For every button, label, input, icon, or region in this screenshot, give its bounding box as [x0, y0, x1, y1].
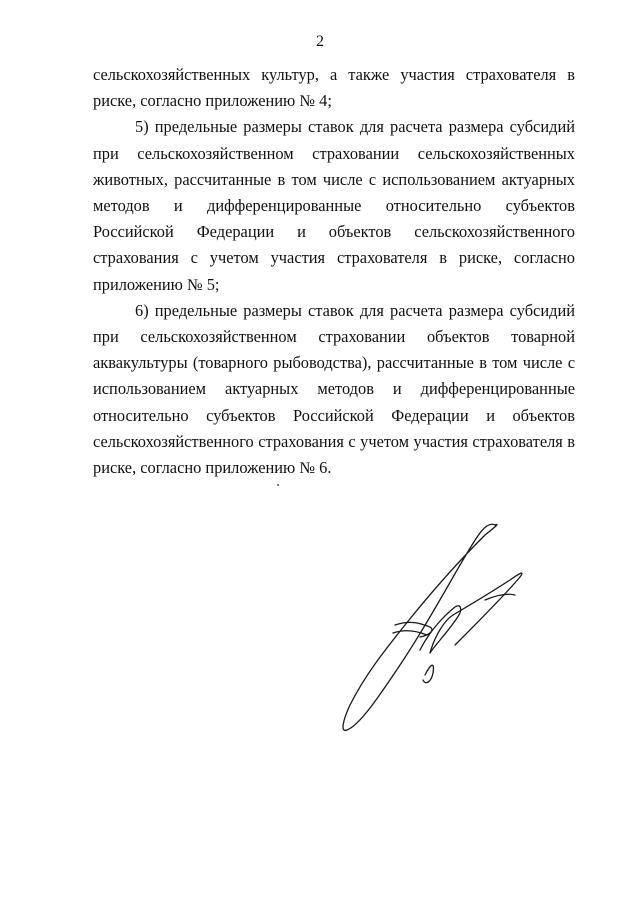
handwritten-signature: [335, 515, 535, 740]
paragraph-item-6: 6) предельные размеры ставок для расчета размера субсидий при сельскохозяйственном страховании объектов товарной аквакультуры (товарного рыбоводства), рассчитанные в том числе с использованием актуарных методов и дифференцированные относительно субъектов Российской Федерации и объектов сельскохозяйственного страхования с учетом участия страхователя в риске, согласно приложению № 6.: [93, 300, 575, 478]
paragraph-continuation: сельскохозяйственных культур, а также участия страхователя в риске, согласно приложению № 4;: [93, 65, 575, 111]
scan-speck: [277, 484, 279, 486]
paragraph-item-5: 5) предельные размеры ставок для расчета размера субсидий при сельскохозяйственном страховании сельскохозяйственных животных, рассчитанные в том числе с использованием актуарных методов и дифференцированные относительно субъектов Российской Федерации и объектов сельскохозяйственного страхования с учетом участия страхователя в риске, согласно приложению № 5;: [93, 117, 575, 294]
page-number: 2: [316, 33, 324, 50]
document-body: [93, 62, 575, 481]
